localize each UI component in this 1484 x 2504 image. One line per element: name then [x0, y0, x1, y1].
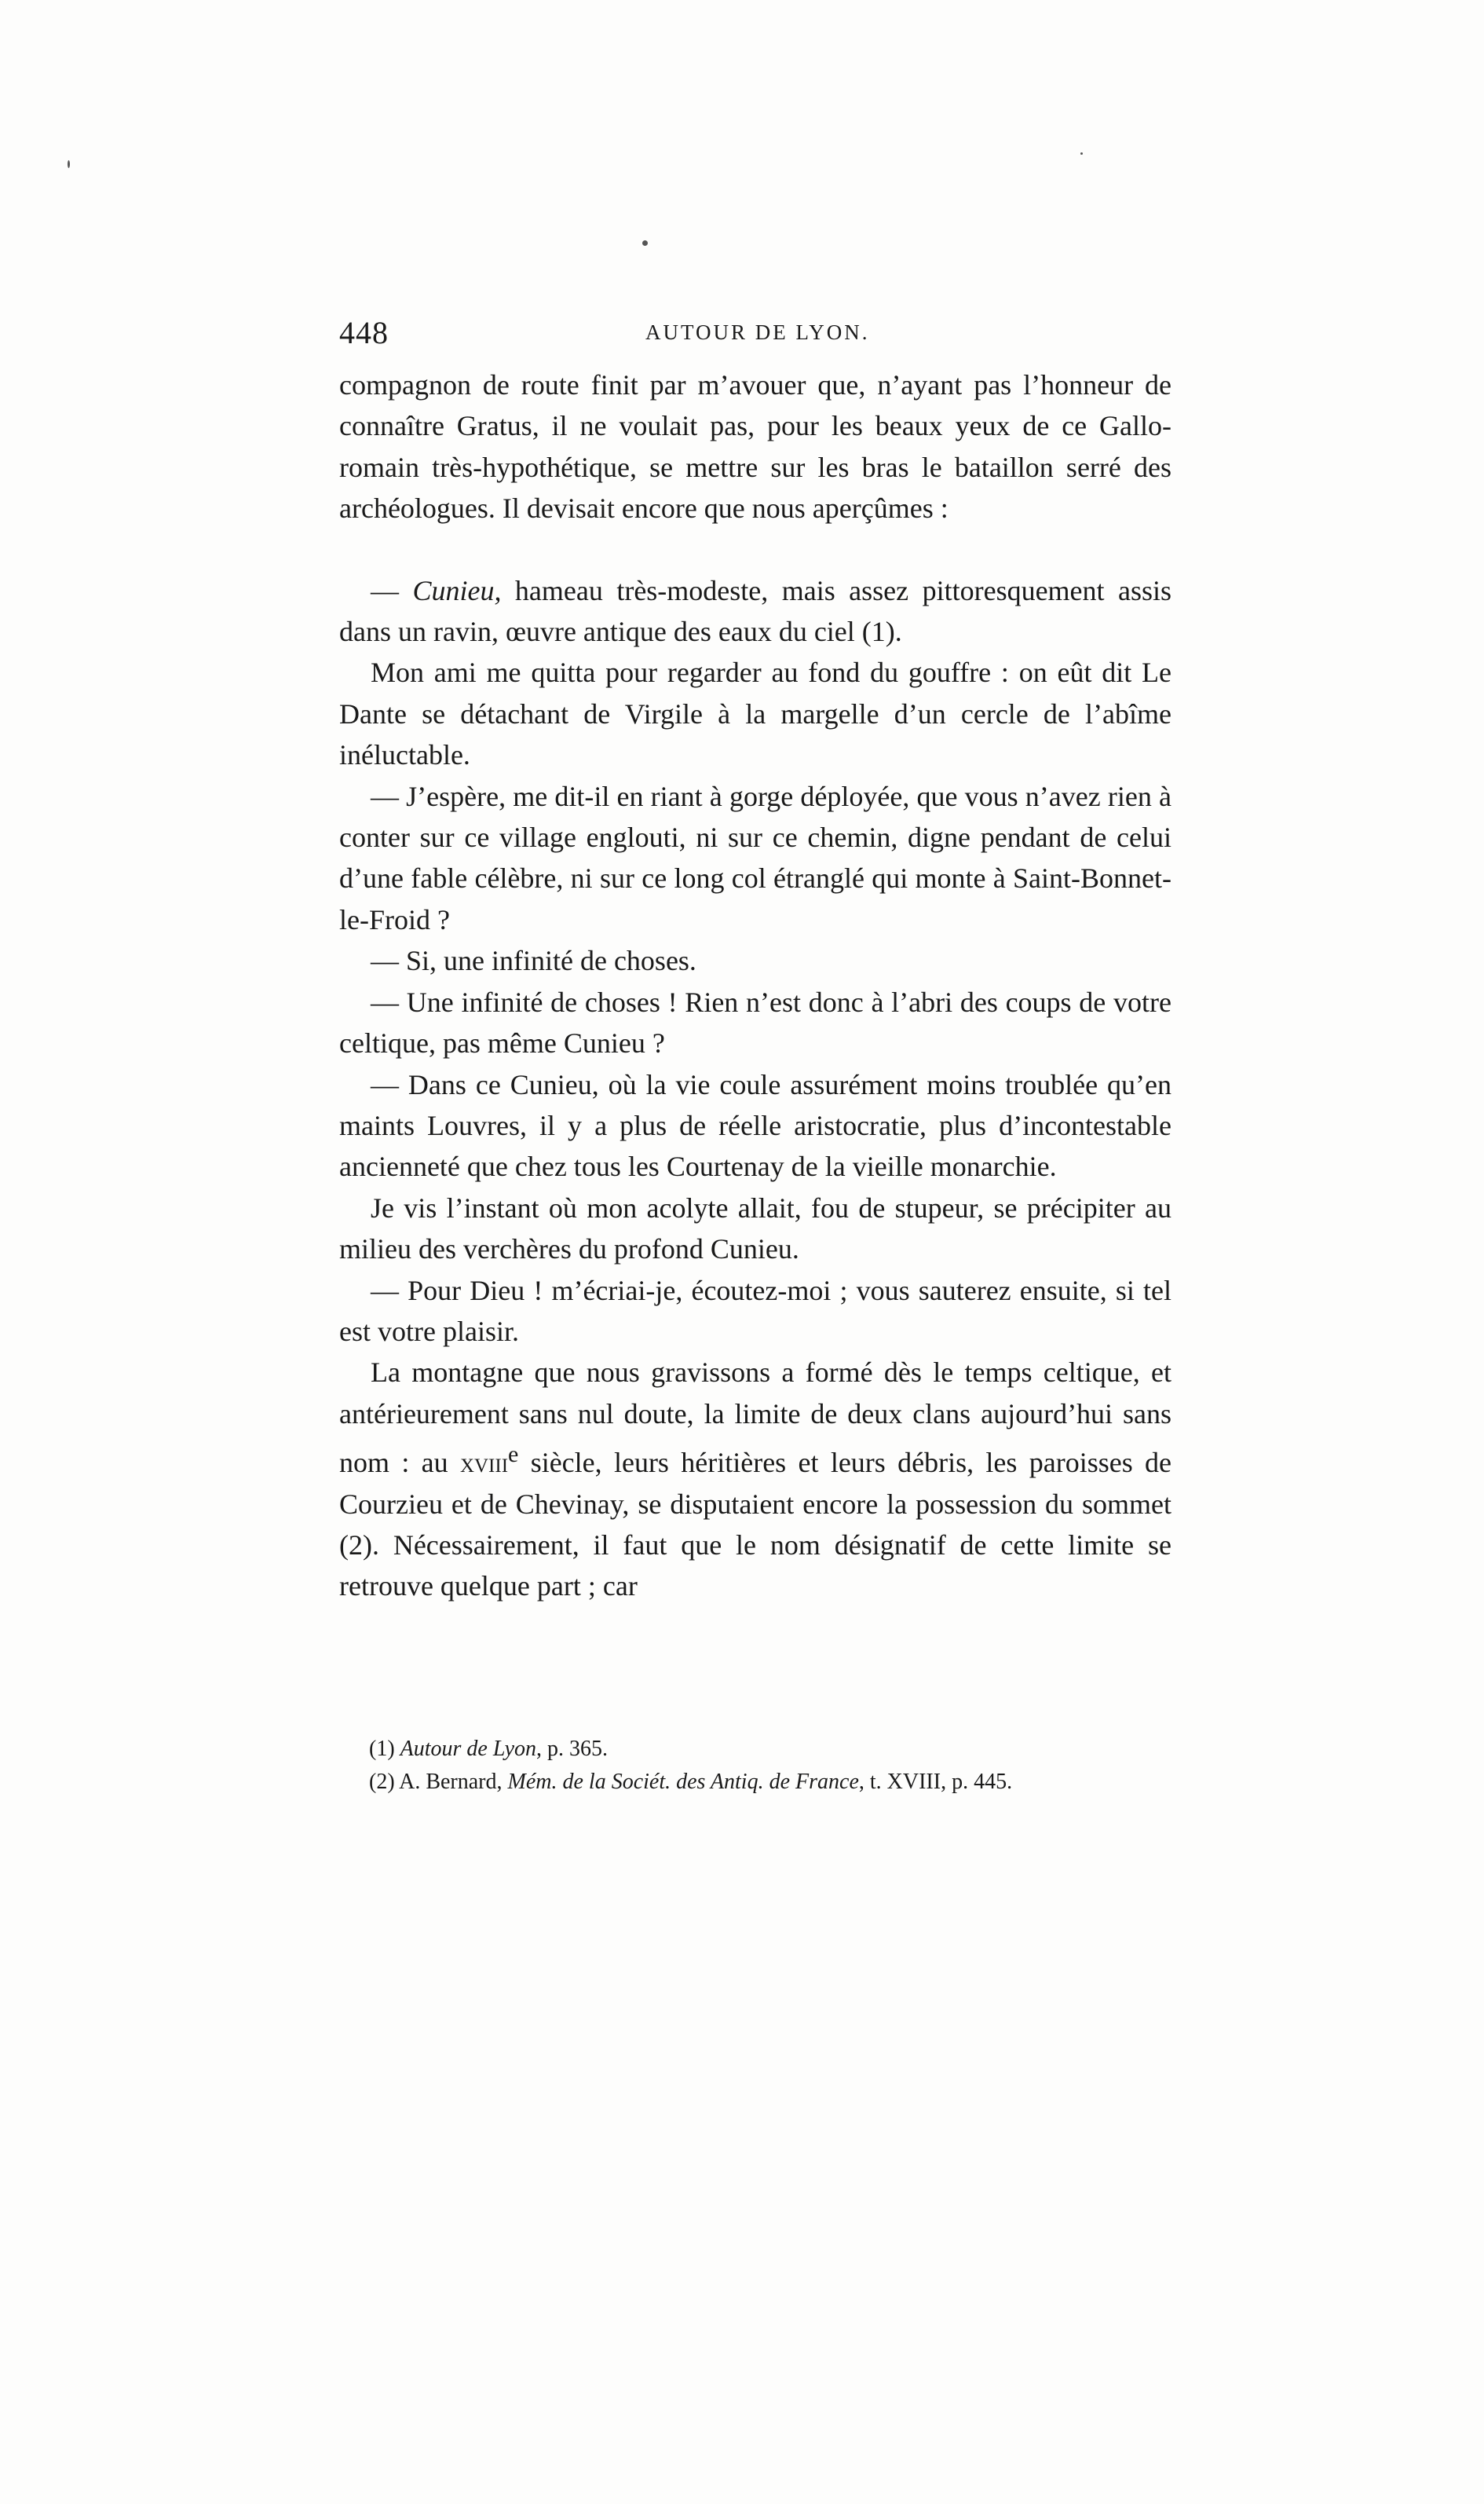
- footnotes: [339, 1733, 1171, 1799]
- century-numeral: xviii: [459, 1447, 509, 1479]
- paragraph-text: La montagne que nous gravissons a formé dès le temps celtique, et antérieurement sans nul doute, la limite de deux clans aujourd’hui sans nom : au: [339, 1356, 1171, 1479]
- footnote-title: Mém. de la Sociét. des Antiq. de France: [507, 1770, 859, 1794]
- page-header: [339, 314, 1171, 353]
- paragraph: — Dans ce Cunieu, où la vie coule assurément moins troublée qu’en maints Louvres, il y a plus de réelle aristocratie, plus d’incontestable ancienneté que chez tous les Courtenay de la vieille monarchie.: [339, 1068, 1171, 1183]
- footnote-rest: , p. 365.: [536, 1737, 609, 1761]
- paragraph: [339, 570, 1171, 653]
- page-number: 448: [339, 315, 389, 350]
- running-head: AUTOUR DE LYON.: [645, 320, 870, 344]
- paragraph-rest: hameau très-modeste, mais assez pittoresquement assis dans un ravin, œuvre antique des eaux du ciel (1).: [339, 574, 1172, 648]
- paragraph: — Une infinité de choses ! Rien n’est donc à l’abri des coups de votre celtique, pas même Cunieu ?: [339, 986, 1171, 1060]
- paragraph: — Si, une infinité de choses.: [371, 945, 696, 977]
- scan-speck: [1080, 152, 1083, 155]
- paragraph: — J’espère, me dit-il en riant à gorge déployée, que vous n’avez rien à conter sur ce village englouti, ni sur ce chemin, digne pendant de celui d’une fable célèbre, ni sur ce long col étranglé qui monte à Saint-Bonnet-le-Froid ?: [339, 780, 1171, 935]
- footnote-rest: , t. XVIII, p. 445.: [858, 1770, 1013, 1794]
- paragraph: [339, 1352, 1171, 1606]
- dash: —: [371, 574, 413, 606]
- footnote-marker: (1): [369, 1737, 400, 1761]
- paragraph: — Pour Dieu ! m’écriai-je, écoutez-moi ; vous sauterez ensuite, si tel est votre plaisir.: [339, 1274, 1171, 1347]
- footnote-2: [339, 1766, 1171, 1799]
- paragraph: Mon ami me quitta pour regarder au fond du gouffre : on eût dit Le Dante se détachant de Virgile à la margelle d’un cercle de l’abîme inéluctable.: [339, 657, 1171, 771]
- footnote-marker: (2) A. Bernard,: [369, 1770, 508, 1794]
- paragraph-text: siècle, leurs héritières et leurs débris, les paroisses de Courzieu et de Chevinay, se disputaient encore la possession du sommet (2). Nécessairement, il faut que le nom désignatif de cette limite se retrouve quelque part ; car: [339, 1447, 1171, 1602]
- place-name: Cunieu,: [412, 574, 502, 606]
- paragraph: compagnon de route finit par m’avouer que, n’ayant pas l’honneur de connaître Gratus, il ne voulait pas, pour les beaux yeux de ce Gallo-romain très-hypothétique, se mettre sur les bras le bataillon serré des archéologues. Il devisait encore que nous aperçûmes :: [339, 369, 1171, 525]
- scan-speck: [68, 160, 70, 168]
- century-suffix: e: [508, 1441, 519, 1468]
- footnote-title: Autour de Lyon: [400, 1737, 537, 1761]
- footnote-1: [339, 1733, 1171, 1766]
- paragraph: Je vis l’instant où mon acolyte allait, fou de stupeur, se précipiter au milieu des verchères du profond Cunieu.: [339, 1192, 1171, 1265]
- body-text: [339, 364, 1171, 1607]
- scan-speck: [642, 240, 648, 246]
